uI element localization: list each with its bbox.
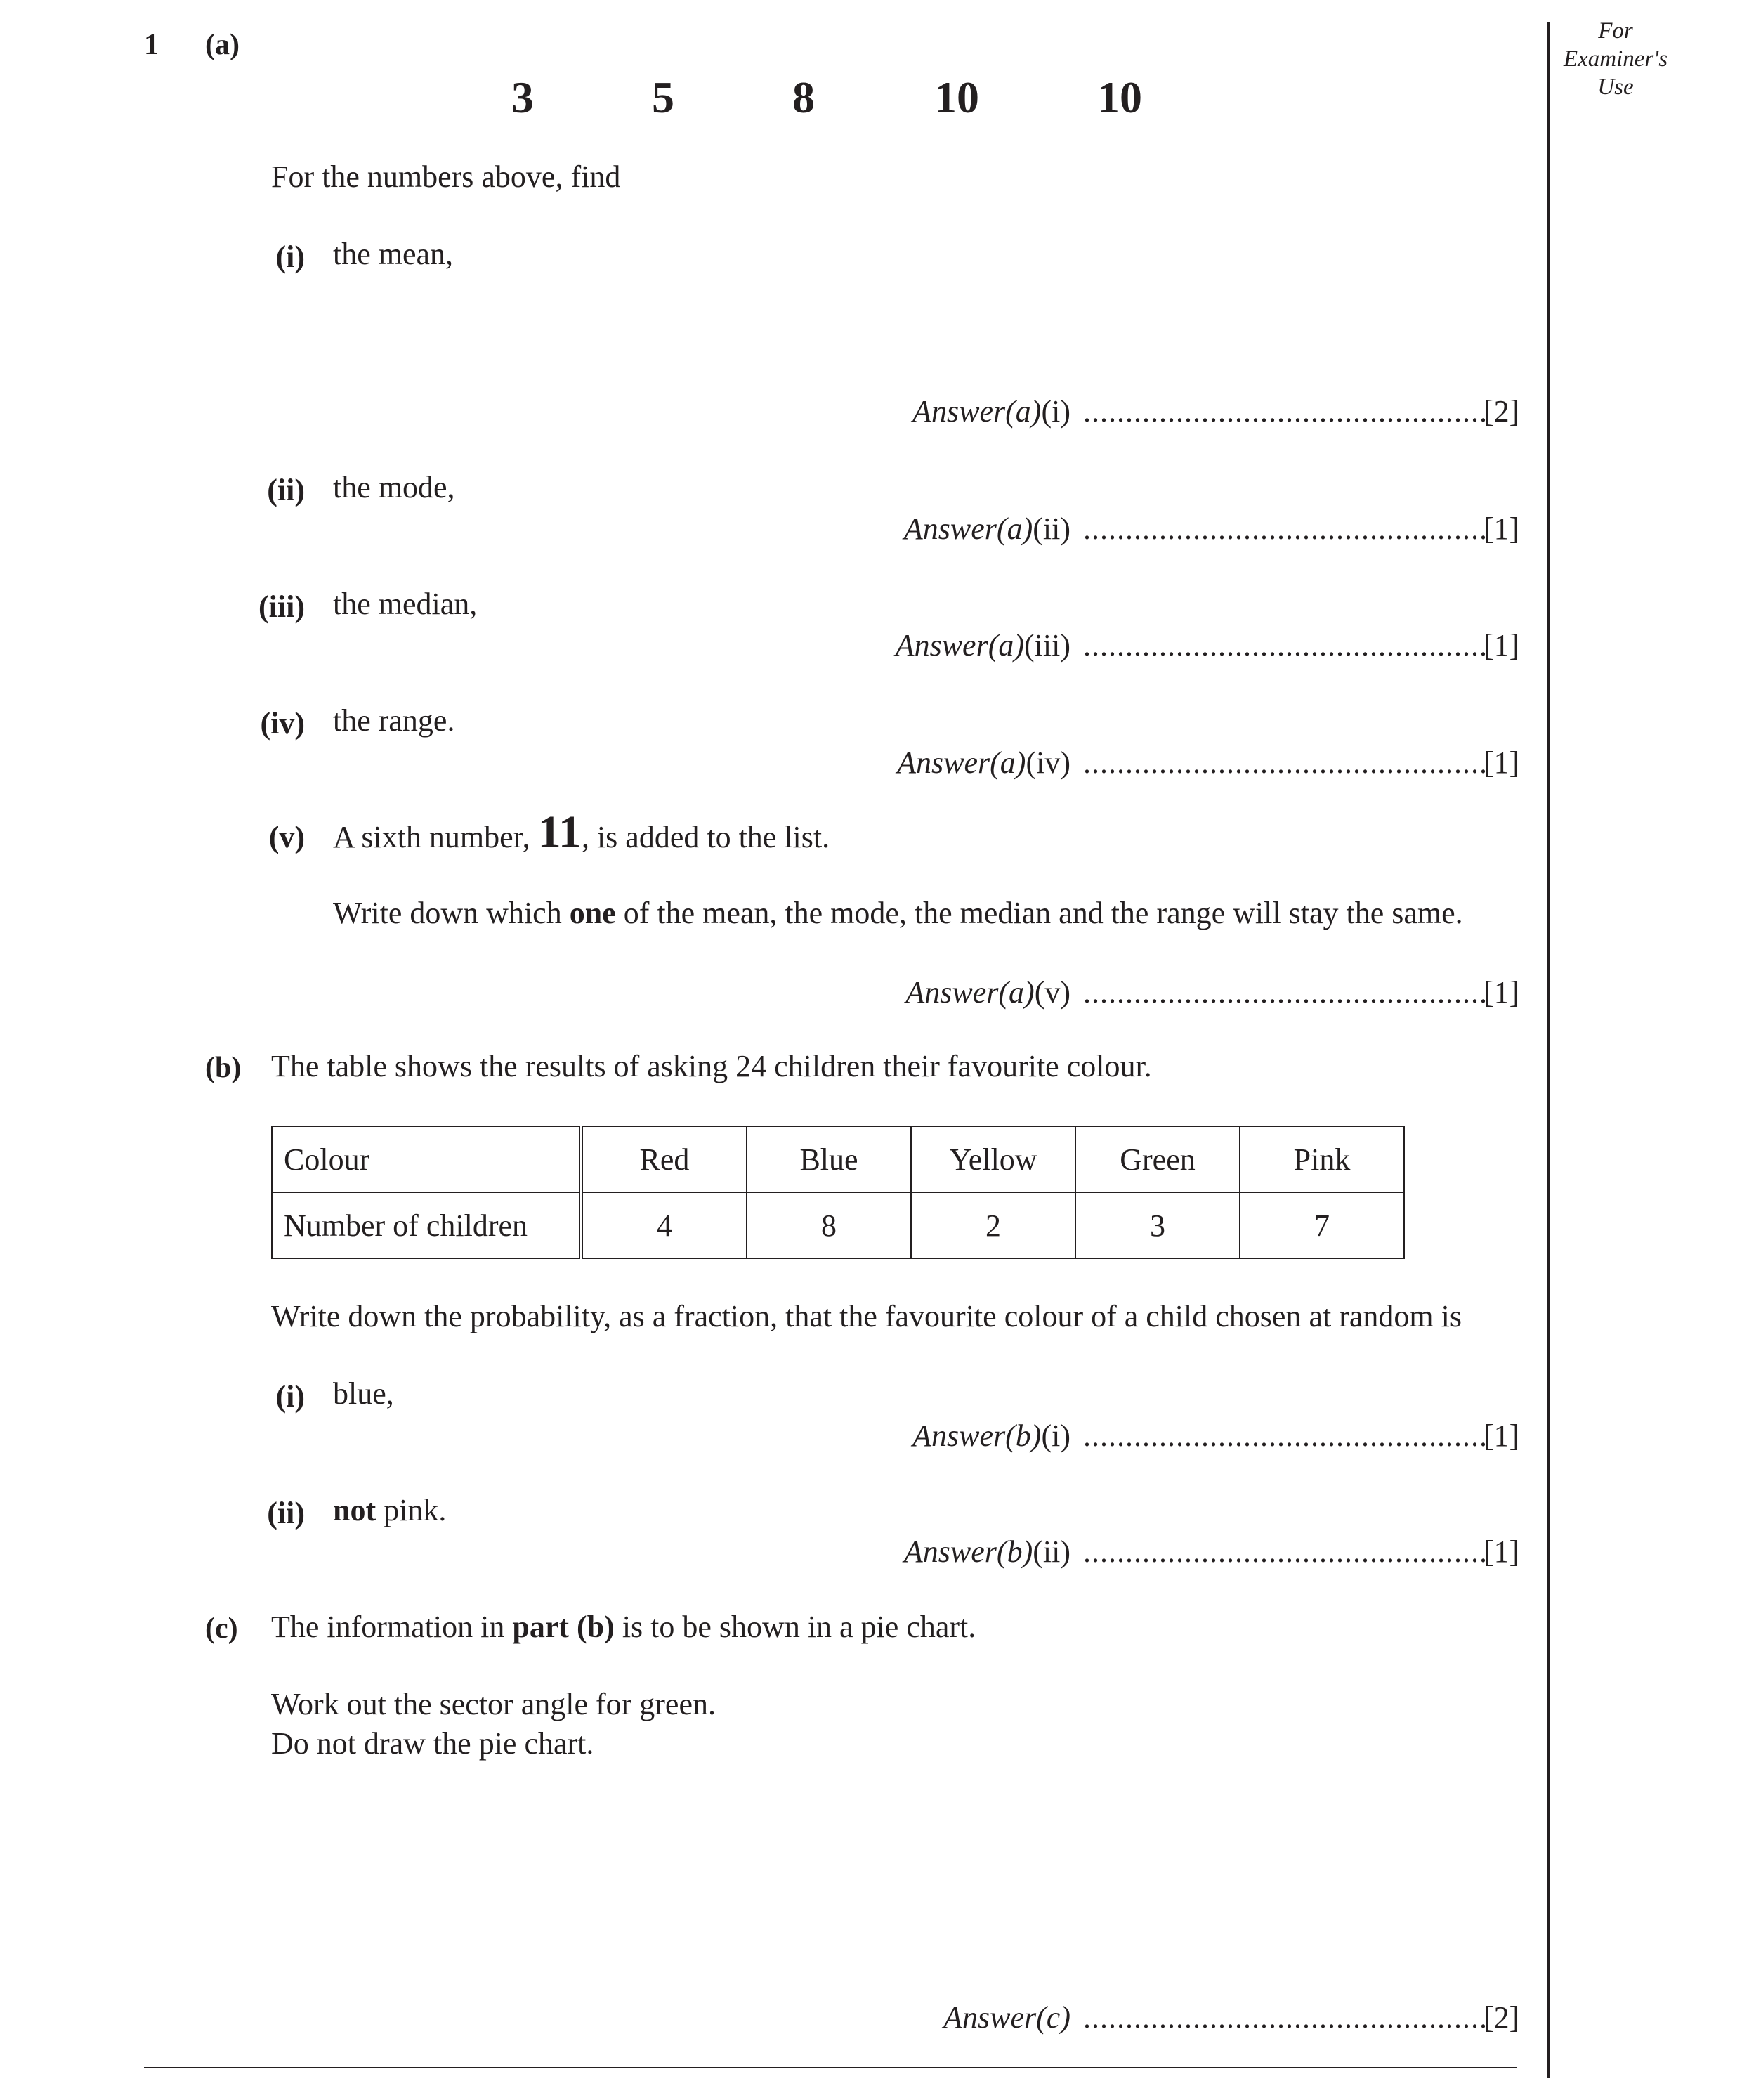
table-cell: 3 — [1075, 1192, 1240, 1258]
number-3: 8 — [792, 72, 815, 122]
table-row-header: Colour — [272, 1126, 581, 1192]
answer-a-i: Answer(a)(i) — [912, 394, 1070, 429]
item-a-ii-label: (ii) — [267, 473, 305, 507]
answer-b-i: Answer(b)(i) — [912, 1419, 1070, 1453]
part-a-label: (a) — [205, 29, 240, 61]
table-row-header: Number of children — [272, 1192, 581, 1258]
answer-a-ii: Answer(a)(ii) — [903, 511, 1070, 546]
part-a-intro: For the numbers above, find — [271, 159, 621, 194]
item-a-v-instruction: Write down which one of the mean, the mode, the median and the range will stay the same. — [333, 896, 1463, 930]
table-cell: 7 — [1240, 1192, 1404, 1258]
colour-table — [271, 1126, 1405, 1259]
item-a-iii-label: (iii) — [258, 589, 305, 624]
item-b-i-label: (i) — [275, 1379, 305, 1414]
part-b-label: (b) — [205, 1052, 242, 1084]
item-b-i-text: blue, — [333, 1376, 394, 1411]
table-cell: 2 — [911, 1192, 1075, 1258]
answer-c: Answer(c) — [943, 2000, 1070, 2035]
table-cell: Pink — [1240, 1126, 1404, 1192]
part-c-intro: The information in part (b) is to be shown in a pie chart. — [271, 1610, 976, 1644]
item-a-v-text: A sixth number, 11, is added to the list. — [333, 807, 830, 858]
table-cell: 8 — [747, 1192, 911, 1258]
number-5: 10 — [1097, 72, 1142, 122]
number-4: 10 — [934, 72, 979, 122]
answer-line-a-ii[interactable]: ................................................ — [1083, 511, 1488, 546]
item-a-v-label: (v) — [268, 820, 305, 854]
number-1: 3 — [511, 72, 534, 122]
table-row — [272, 1192, 1404, 1258]
part-b-intro: The table shows the results of asking 24 children their favourite colour. — [271, 1049, 1152, 1083]
item-a-i-label: (i) — [275, 240, 305, 274]
item-b-ii-text: not pink. — [333, 1493, 447, 1527]
part-c-line1: Work out the sector angle for green. — [271, 1687, 716, 1721]
answer-line-a-iii[interactable]: ................................................ — [1083, 628, 1488, 663]
mark-a-iii: [1] — [1484, 628, 1520, 663]
mark-b-i: [1] — [1484, 1419, 1520, 1453]
mark-a-ii: [1] — [1484, 511, 1520, 546]
number-2: 5 — [652, 72, 674, 122]
answer-line-a-i[interactable]: ................................................ — [1083, 394, 1488, 429]
table-cell: Yellow — [911, 1126, 1075, 1192]
question-number: 1 — [144, 29, 159, 61]
table-cell: Red — [581, 1126, 747, 1192]
answer-line-b-ii[interactable]: ................................................ — [1083, 1534, 1488, 1569]
item-a-iii-text: the median, — [333, 587, 478, 621]
examiner-use-label: For Examiner's Use — [1563, 18, 1668, 100]
part-c-label: (c) — [205, 1612, 238, 1645]
item-a-iv-label: (iv) — [260, 706, 305, 741]
answer-line-a-v[interactable]: ................................................ — [1083, 975, 1488, 1010]
mark-b-ii: [1] — [1484, 1534, 1520, 1569]
mark-a-v: [1] — [1484, 975, 1520, 1010]
answer-line-b-i[interactable]: ................................................ — [1083, 1419, 1488, 1453]
table-row — [272, 1126, 1404, 1192]
item-a-ii-text: the mode, — [333, 470, 455, 504]
item-a-i-text: the mean, — [333, 237, 454, 271]
margin-rule — [1547, 22, 1550, 2078]
answer-a-v: Answer(a)(v) — [905, 975, 1070, 1010]
answer-a-iv: Answer(a)(iv) — [897, 745, 1070, 780]
footer-rule — [144, 2067, 1517, 2068]
item-a-iv-text: the range. — [333, 703, 455, 738]
table-cell: 4 — [581, 1192, 747, 1258]
table-cell: Blue — [747, 1126, 911, 1192]
answer-a-iii: Answer(a)(iii) — [895, 628, 1070, 663]
answer-line-a-iv[interactable]: ................................................ — [1083, 745, 1488, 780]
table-cell: Green — [1075, 1126, 1240, 1192]
part-c-line2: Do not draw the pie chart. — [271, 1726, 594, 1761]
part-b-prompt: Write down the probability, as a fraction, that the favourite colour of a child chosen at random is — [271, 1299, 1462, 1333]
mark-c: [2] — [1484, 2000, 1520, 2035]
mark-a-iv: [1] — [1484, 745, 1520, 780]
mark-a-i: [2] — [1484, 394, 1520, 429]
answer-b-ii: Answer(b)(ii) — [903, 1534, 1070, 1569]
item-b-ii-label: (ii) — [267, 1496, 305, 1530]
answer-line-c[interactable]: ................................................ — [1083, 2000, 1488, 2035]
